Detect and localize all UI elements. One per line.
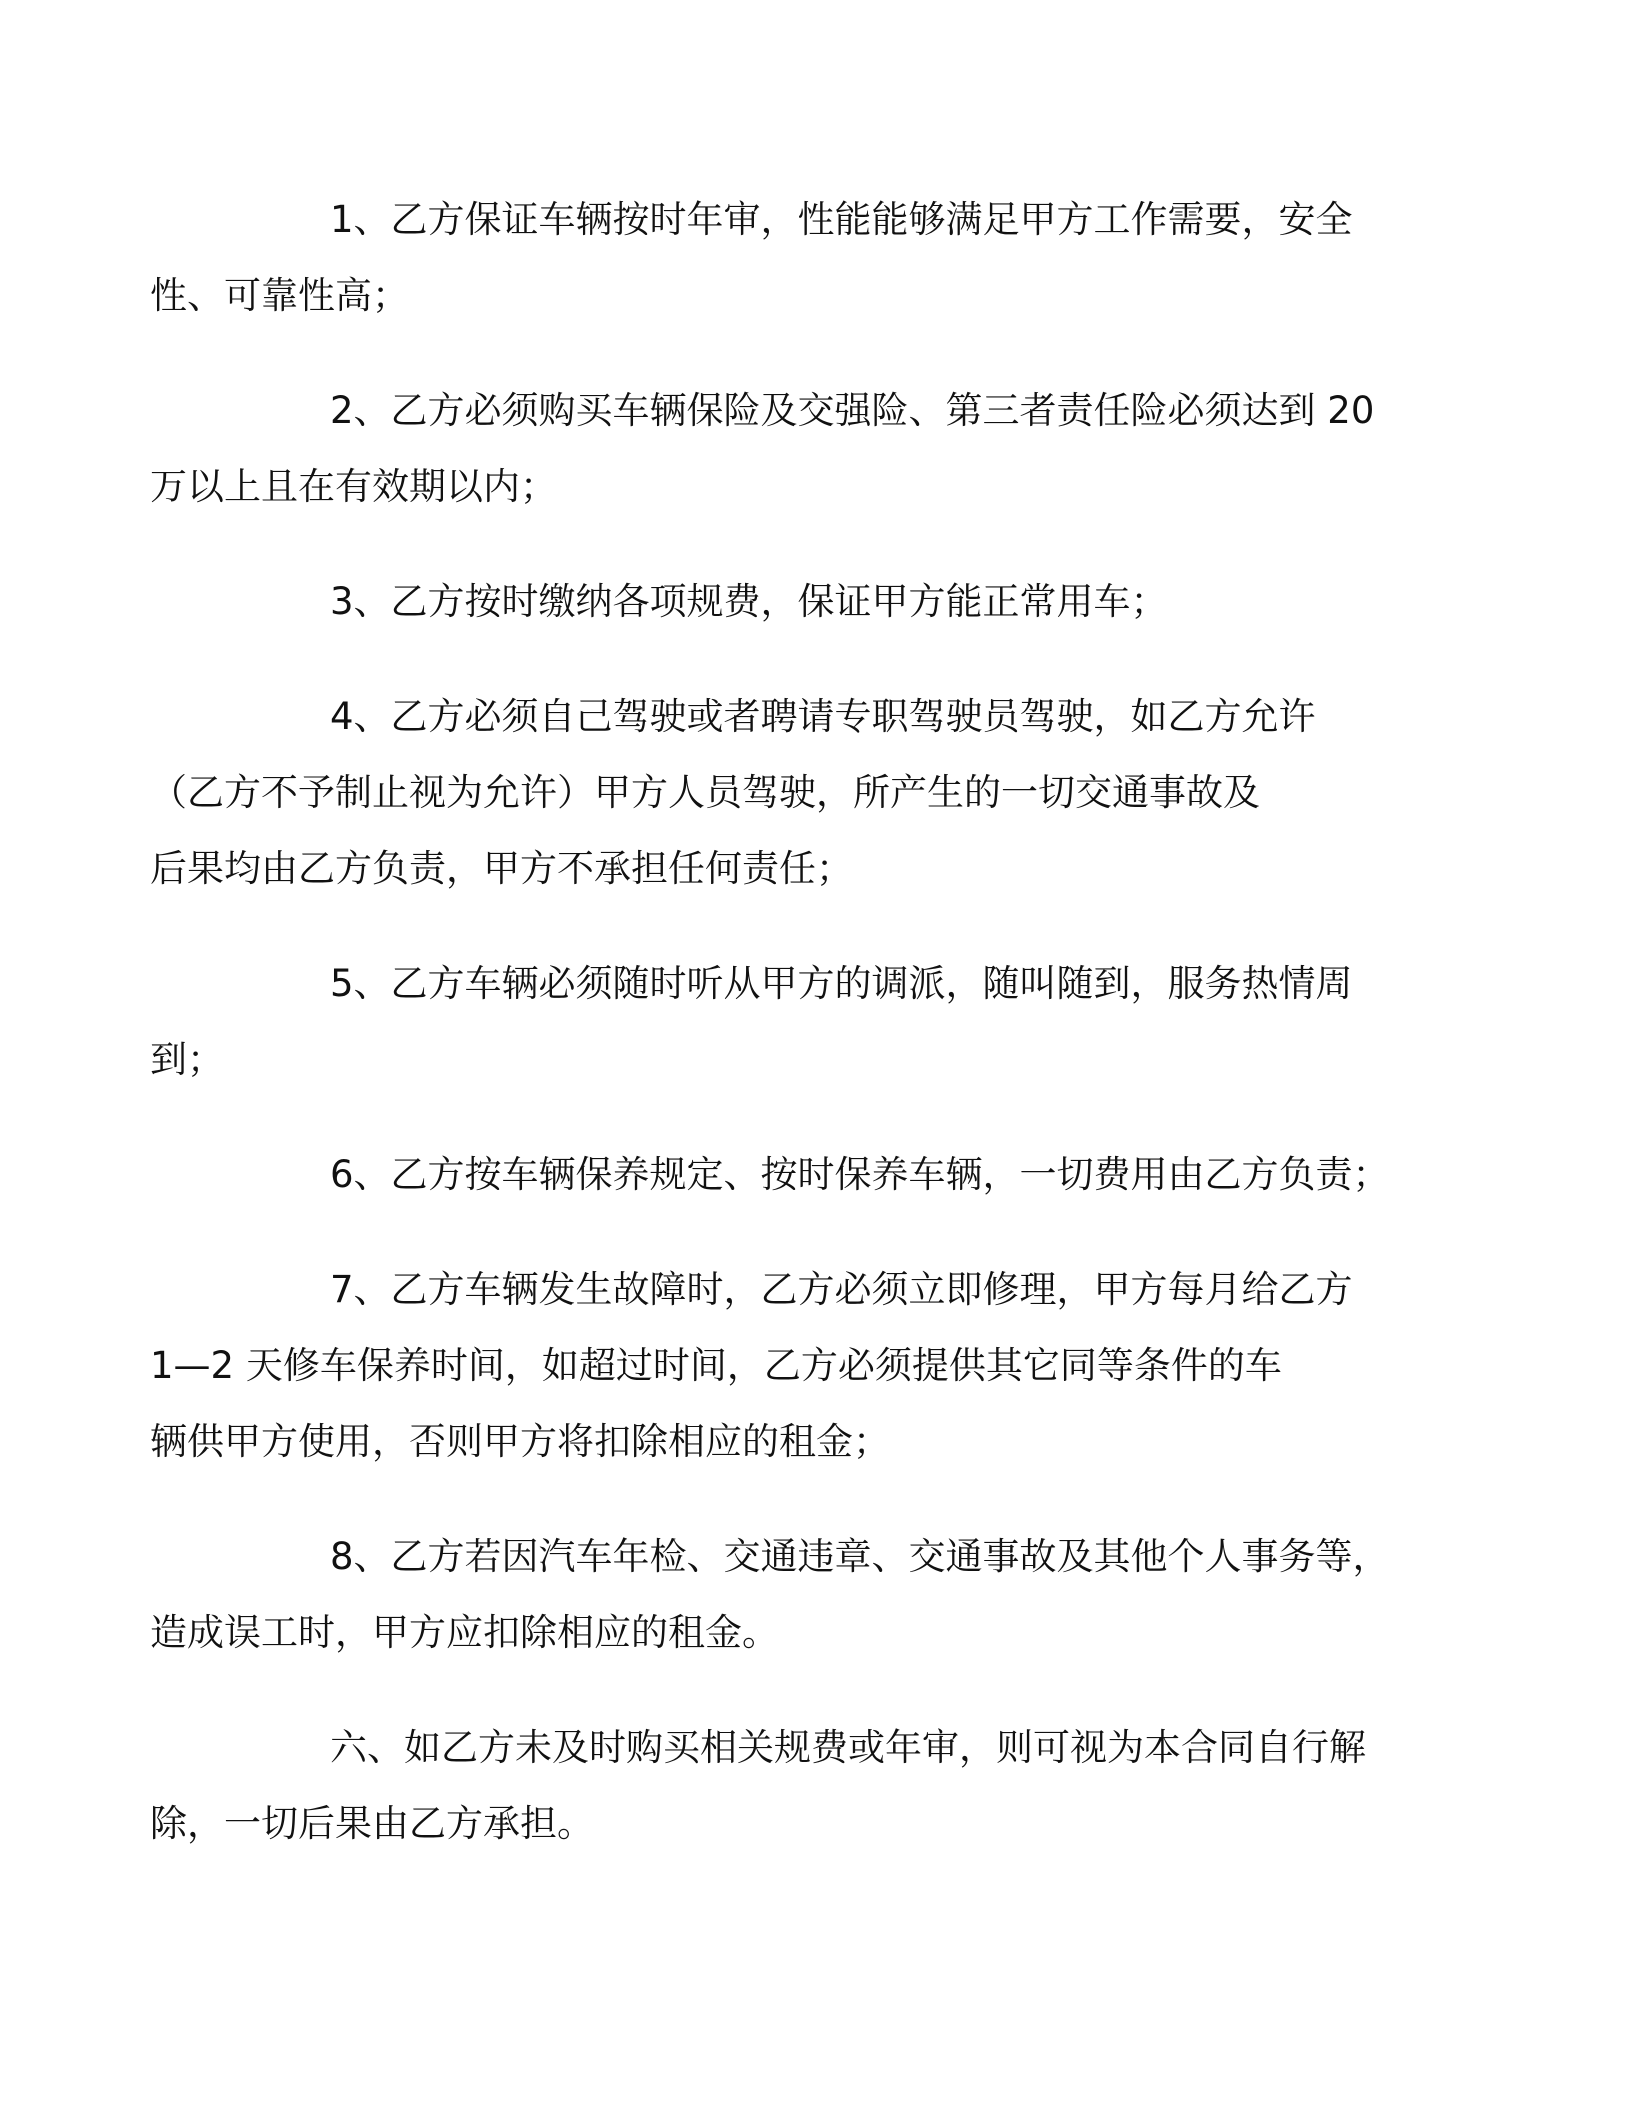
clause-1 [150,182,1384,334]
clause-7-line-1: 7、乙方车辆发生故障时，乙方必须立即修理，甲方每月给乙方 [330,1268,1353,1311]
clause-8 [150,1519,1390,1671]
clause-5 [150,946,1384,1098]
clause-3 [240,564,1384,640]
clause-5-line-1: 5、乙方车辆必须随时听从甲方的调派，随叫随到，服务热情周 [330,962,1353,1005]
document-body [150,182,1390,1901]
clause-1-line-1: 1、乙方保证车辆按时年审，性能能够满足甲方工作需要，安全 [330,198,1353,241]
section-6-line-1: 六、如乙方未及时购买相关规费或年审，则可视为本合同自行解 [330,1726,1366,1769]
clause-2 [150,373,1384,525]
clause-6 [240,1137,1390,1213]
section-6 [150,1710,1384,1862]
clause-4-line-1: 4、乙方必须自己驾驶或者聘请专职驾驶员驾驶，如乙方允许 [330,695,1316,738]
clause-4 [150,679,1384,907]
clause-4-line-2: （乙方不予制止视为允许）甲方人员驾驶，所产生的一切交通事故及 [150,771,1260,814]
clause-2-line-2: 万以上且在有效期以内； [150,465,557,508]
clause-5-line-2: 到； [150,1038,224,1081]
clause-6-line-1: 6、乙方按车辆保养规定、按时保养车辆，一切费用由乙方负责； [330,1153,1390,1196]
clause-8-line-1: 8、乙方若因汽车年检、交通违章、交通事故及其他个人事务等， [330,1535,1390,1578]
clause-8-line-2: 造成误工时，甲方应扣除相应的租金。 [150,1611,779,1654]
clause-7-line-2: 1—2 天修车保养时间，如超过时间，乙方必须提供其它同等条件的车 [150,1344,1282,1387]
clause-3-line-1: 3、乙方按时缴纳各项规费，保证甲方能正常用车； [330,580,1168,623]
section-6-line-2: 除，一切后果由乙方承担。 [150,1802,594,1845]
clause-7-line-3: 辆供甲方使用，否则甲方将扣除相应的租金； [150,1420,890,1463]
clause-1-line-2: 性、可靠性高； [150,274,409,317]
clause-7 [150,1252,1384,1480]
clause-2-line-1: 2、乙方必须购买车辆保险及交强险、第三者责任险必须达到 20 [330,389,1375,432]
clause-4-line-3: 后果均由乙方负责，甲方不承担任何责任； [150,847,853,890]
